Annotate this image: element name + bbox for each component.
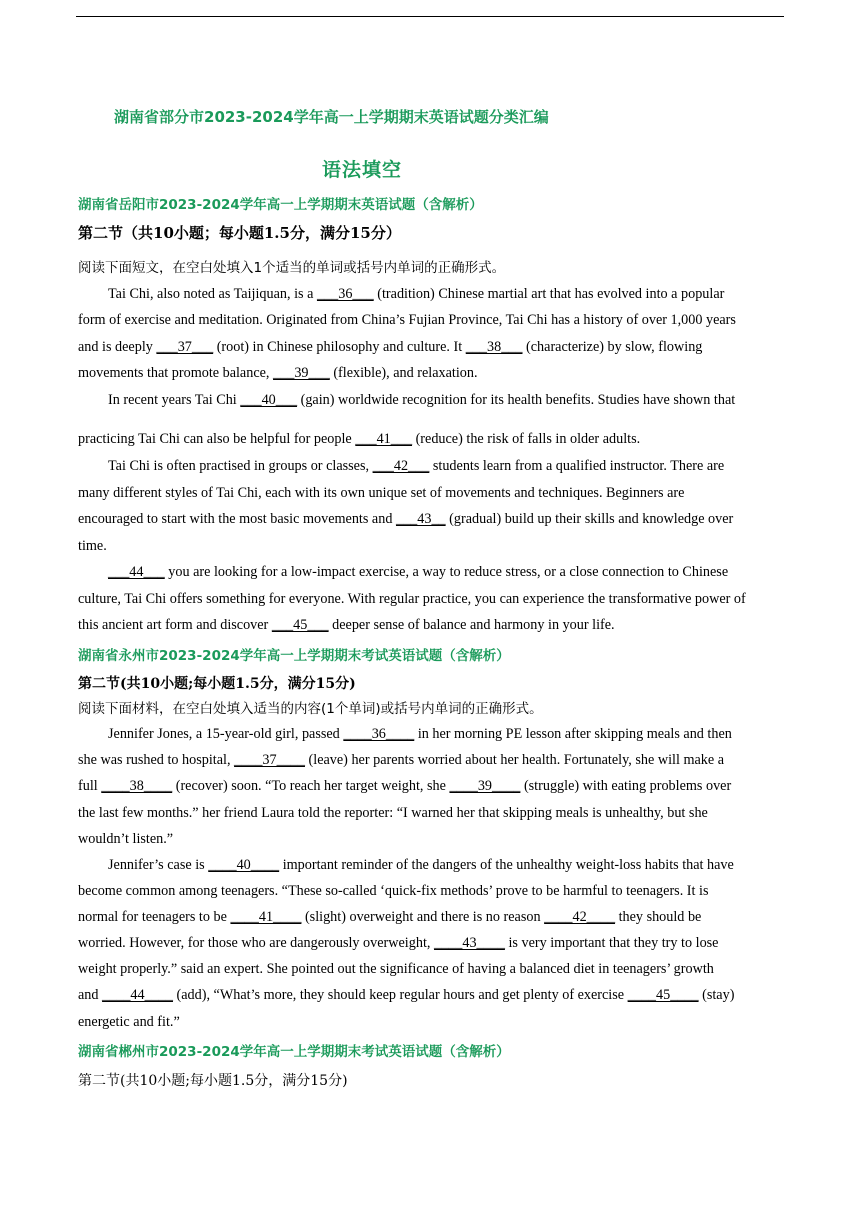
passage2-line: become common among teenagers. “These so-called ‘quick-fix methods’ prove to be harmful to teenagers. It is [78, 883, 709, 899]
passage1-line: Tai Chi is often practised in groups or classes, ___42___ students learn from a qualified instructor. There are [108, 458, 725, 474]
passage1-line: encouraged to start with the most basic movements and ___43__ (gradual) build up their skills and knowledge over [78, 511, 734, 527]
blank-41[interactable]: ___41___ [355, 431, 413, 447]
source-heading-yongzhou: 湖南省永州市2023-2024学年高一上学期期末考试英语试题（含解析） [78, 648, 510, 664]
document-title: 湖南省部分市2023-2024学年高一上学期期末英语试题分类汇编 [114, 108, 549, 126]
section-subtitle: 语法填空 [322, 159, 403, 181]
blank-36[interactable]: ____36____ [343, 726, 415, 742]
blank-45[interactable]: ___45___ [271, 617, 329, 633]
blank-38[interactable]: ___38___ [465, 339, 523, 355]
passage2-line: full ____38____ (recover) soon. “To reach her target weight, she ____39____ (struggle) with eating problems over [78, 778, 732, 794]
passage2-line: normal for teenagers to be ____41____ (slight) overweight and there is no reason ____42____ they should be [78, 909, 702, 925]
instruction-text: 阅读下面材料，在空白处填入适当的内容(1个单词)或括号内单词的正确形式。 [78, 701, 543, 717]
passage1-line: many different styles of Tai Chi, each with its own unique set of movements and techniques. Beginners are [78, 485, 685, 501]
blank-42[interactable]: ____42____ [544, 909, 616, 925]
blank-39[interactable]: ___39___ [273, 365, 330, 381]
blank-43[interactable]: ___43__ [395, 511, 446, 527]
passage1-line: culture, Tai Chi offers something for everyone. With regular practice, you can experience the transformative power of [78, 591, 746, 607]
blank-41[interactable]: ____41____ [230, 909, 302, 925]
blank-37[interactable]: ___37___ [156, 339, 214, 355]
instruction-text: 阅读下面短文，在空白处填入1个适当的单词或括号内单词的正确形式。 [78, 260, 506, 276]
passage2-line: the last few months.” her friend Laura told the reporter: “I warned her that skipping meals is unhealthy, but she [78, 805, 708, 821]
blank-44[interactable]: ___44___ [108, 564, 165, 580]
blank-36[interactable]: ___36___ [316, 286, 374, 302]
passage1-line: Tai Chi, also noted as Taijiquan, is a ___36___ (tradition) Chinese martial art that has evolved into a popular [108, 286, 725, 302]
source-heading-chenzhou: 湖南省郴州市2023-2024学年高一上学期期末考试英语试题（含解析） [78, 1044, 510, 1060]
passage2-line: Jennifer’s case is ____40____ important reminder of the dangers of the unhealthy weight-loss habits that have [108, 857, 734, 873]
part-heading: 第二节(共10小题;每小题1.5分，满分15分) [78, 1073, 348, 1089]
blank-38[interactable]: ____38____ [101, 778, 173, 794]
passage1-line: time. [78, 538, 107, 554]
passage1-line: form of exercise and meditation. Originated from China’s Fujian Province, Tai Chi has a history of over 1,000 years [78, 312, 736, 328]
blank-40[interactable]: ____40____ [208, 857, 280, 873]
part-heading: 第二节(共10小题;每小题1.5分，满分15分) [78, 676, 356, 692]
blank-45[interactable]: ____45____ [627, 987, 699, 1003]
blank-42[interactable]: ___42___ [372, 458, 430, 474]
passage1-line: this ancient art form and discover ___45___ deeper sense of balance and harmony in your life. [78, 617, 615, 633]
passage1-line: In recent years Tai Chi ___40___ (gain) worldwide recognition for its health benefits. Studies have shown that [108, 392, 736, 408]
passage2-line: she was rushed to hospital, ____37____ (leave) her parents worried about her health. Fortunately, she will make a [78, 752, 725, 768]
header-rule [76, 16, 784, 17]
blank-43[interactable]: ____43____ [433, 935, 505, 951]
passage2-line: and ____44____ (add), “What’s more, they should keep regular hours and get plenty of exercise ____45____ (stay) [78, 987, 735, 1003]
part-heading: 第二节（共10小题；每小题1.5分，满分15分） [78, 224, 401, 242]
passage2-line: worried. However, for those who are dangerously overweight, ____43____ is very important that they try to lose [78, 935, 719, 951]
passage2-line: weight properly.” said an expert. She pointed out the significance of having a balanced diet in teenagers’ growth [78, 961, 714, 977]
blank-44[interactable]: ____44____ [102, 987, 173, 1003]
blank-40[interactable]: ___40___ [240, 392, 298, 408]
passage1-line: and is deeply ___37___ (root) in Chinese philosophy and culture. It ___38___ (characterize) by slow, flowing [78, 339, 703, 355]
blank-39[interactable]: ____39____ [449, 778, 521, 794]
passage2-line: energetic and fit.” [78, 1014, 180, 1030]
passage1-line: practicing Tai Chi can also be helpful for people ___41___ (reduce) the risk of falls in older adults. [78, 431, 641, 447]
passage2-line: wouldn’t listen.” [78, 831, 174, 847]
passage2-line: Jennifer Jones, a 15-year-old girl, passed ____36____ in her morning PE lesson after skipping meals and then [108, 726, 732, 742]
passage1-line: ___44___ you are looking for a low-impact exercise, a way to reduce stress, or a close connection to Chinese [108, 564, 729, 580]
blank-37[interactable]: ____37____ [234, 752, 305, 768]
passage1-line: movements that promote balance, ___39___ (flexible), and relaxation. [78, 365, 478, 381]
source-heading-yueyang: 湖南省岳阳市2023-2024学年高一上学期期末英语试题（含解析） [78, 197, 483, 213]
